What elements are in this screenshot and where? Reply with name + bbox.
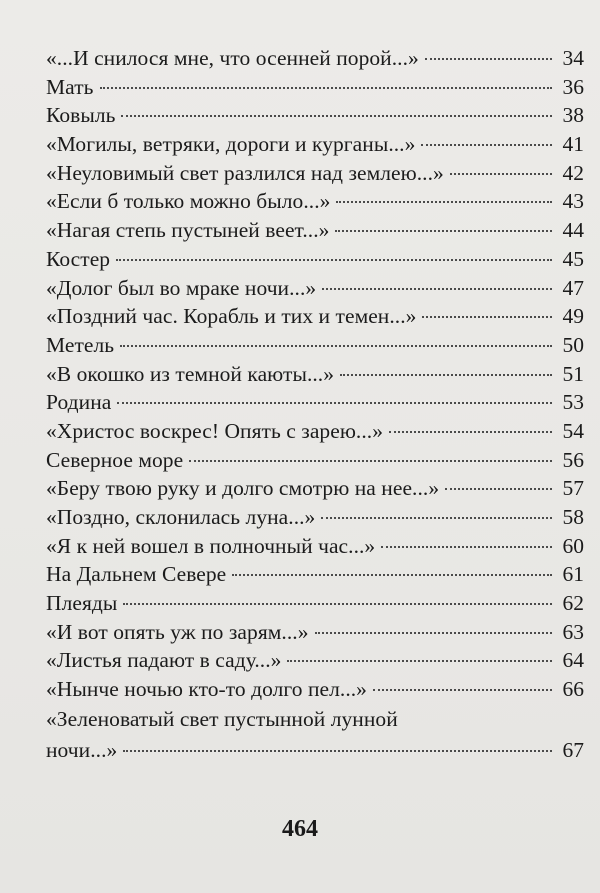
toc-entry-page: 47 xyxy=(562,275,584,300)
dot-leader xyxy=(322,288,552,290)
toc-entry-page: 49 xyxy=(562,304,584,329)
toc-entry-page: 61 xyxy=(562,562,584,587)
toc-entry-page: 41 xyxy=(562,132,584,157)
dot-leader xyxy=(315,632,553,634)
toc-entry-title: «Листья падают в саду...» xyxy=(46,648,282,673)
toc-entry-title: Ковыль xyxy=(46,103,116,128)
toc-entry-page: 42 xyxy=(562,160,584,185)
toc-entry xyxy=(46,360,584,389)
toc-entry-title: «Долог был во мраке ночи...» xyxy=(46,275,317,300)
toc-entry-page: 62 xyxy=(562,591,584,616)
toc-entry xyxy=(46,44,584,73)
table-of-contents xyxy=(46,44,584,766)
toc-entry xyxy=(46,618,584,647)
toc-entry-title-line1: «Зеленоватый свет пустынной лунной xyxy=(46,706,398,731)
toc-entry xyxy=(46,274,584,303)
toc-entry-page: 36 xyxy=(562,74,584,99)
dot-leader xyxy=(321,517,552,519)
dot-leader xyxy=(381,546,552,548)
toc-entry-title: «И вот опять уж по зарям...» xyxy=(46,619,309,644)
toc-entry xyxy=(46,388,584,417)
dot-leader xyxy=(123,603,552,605)
toc-entry xyxy=(46,159,584,188)
toc-entry-page: 51 xyxy=(562,361,584,386)
toc-entry-second-line xyxy=(46,735,584,766)
toc-entry-title: «Поздно, склонилась луна...» xyxy=(46,505,316,529)
toc-entry xyxy=(46,503,584,532)
toc-entry-title: «Неуловимый свет разлился над землею...» xyxy=(46,160,444,185)
toc-entry-title: «В окошко из темной каюты...» xyxy=(46,361,335,386)
toc-entry xyxy=(46,331,584,360)
toc-entry-title: Плеяды xyxy=(46,591,118,616)
toc-entry-page: 56 xyxy=(562,447,584,472)
dot-leader xyxy=(425,58,552,60)
toc-entry-title: «Нынче ночью кто-то долго пел...» xyxy=(46,677,367,702)
toc-entry-title: Метель xyxy=(46,332,115,357)
toc-entry-page: 53 xyxy=(562,390,584,415)
toc-entry xyxy=(46,646,584,675)
toc-entry-title: «...И снилося мне, что осенней порой...» xyxy=(46,46,419,70)
dot-leader xyxy=(120,345,552,347)
dot-leader xyxy=(421,144,552,146)
toc-entry-title: Северное море xyxy=(46,447,184,472)
toc-entry xyxy=(46,216,584,245)
toc-entry-page: 66 xyxy=(562,677,584,702)
toc-entry-title: «Нагая степь пустыней веет...» xyxy=(46,218,330,243)
toc-entry-title: Родина xyxy=(46,390,112,415)
toc-entry-title: «Поздний час. Корабль и тих и темен...» xyxy=(46,304,417,329)
toc-entry-page: 45 xyxy=(562,246,584,271)
toc-entry-page: 64 xyxy=(562,648,584,673)
toc-entry xyxy=(46,446,584,475)
dot-leader xyxy=(389,431,552,433)
toc-entry-title: На Дальнем Севере xyxy=(46,562,227,587)
dot-leader xyxy=(450,173,552,175)
toc-entry xyxy=(46,73,584,102)
dot-leader xyxy=(121,115,552,117)
toc-entry-page: 63 xyxy=(562,619,584,644)
toc-entry-page: 54 xyxy=(562,418,584,443)
toc-entry-title: Мать xyxy=(46,74,94,99)
toc-entry-page: 58 xyxy=(562,505,584,529)
toc-entry-title: «Если б только можно было...» xyxy=(46,189,331,214)
toc-entry xyxy=(46,675,584,704)
dot-leader xyxy=(100,87,552,89)
toc-entry-page: 67 xyxy=(562,737,584,762)
toc-entry-page: 57 xyxy=(562,476,584,501)
toc-entry xyxy=(46,302,584,331)
toc-entry-page: 38 xyxy=(562,103,584,128)
dot-leader xyxy=(340,374,552,376)
toc-entry xyxy=(46,589,584,618)
dot-leader xyxy=(116,259,552,261)
page-number: 464 xyxy=(282,816,318,842)
toc-entry-title: «Беру твою руку и долго смотрю на нее...» xyxy=(46,476,440,501)
toc-entry xyxy=(46,417,584,446)
dot-leader xyxy=(189,460,552,462)
toc-entry-multiline xyxy=(46,704,584,766)
toc-entry-page: 43 xyxy=(562,189,584,214)
dot-leader xyxy=(287,660,552,662)
toc-entry-title: «Могилы, ветряки, дороги и курганы...» xyxy=(46,132,416,157)
dot-leader xyxy=(373,689,552,691)
toc-entry-title: «Я к ней вошел в полночный час...» xyxy=(46,533,376,558)
toc-entry-page: 34 xyxy=(562,46,584,70)
toc-entry-title: Костер xyxy=(46,246,111,271)
toc-entry xyxy=(46,474,584,503)
toc-entry-page: 60 xyxy=(562,533,584,558)
toc-entry-title: «Христос воскрес! Опять с зарею...» xyxy=(46,418,384,443)
dot-leader xyxy=(232,574,552,576)
dot-leader xyxy=(123,750,552,752)
dot-leader xyxy=(335,230,552,232)
dot-leader xyxy=(445,488,552,490)
toc-entry-page: 44 xyxy=(562,218,584,243)
dot-leader xyxy=(117,402,552,404)
toc-entry xyxy=(46,101,584,130)
dot-leader xyxy=(336,201,552,203)
toc-entry xyxy=(46,187,584,216)
toc-entry xyxy=(46,532,584,561)
dot-leader xyxy=(422,316,552,318)
toc-entry xyxy=(46,560,584,589)
toc-entry xyxy=(46,130,584,159)
toc-entry xyxy=(46,245,584,274)
toc-entry-page: 50 xyxy=(562,332,584,357)
toc-entry-title-line2: ночи...» xyxy=(46,737,118,762)
